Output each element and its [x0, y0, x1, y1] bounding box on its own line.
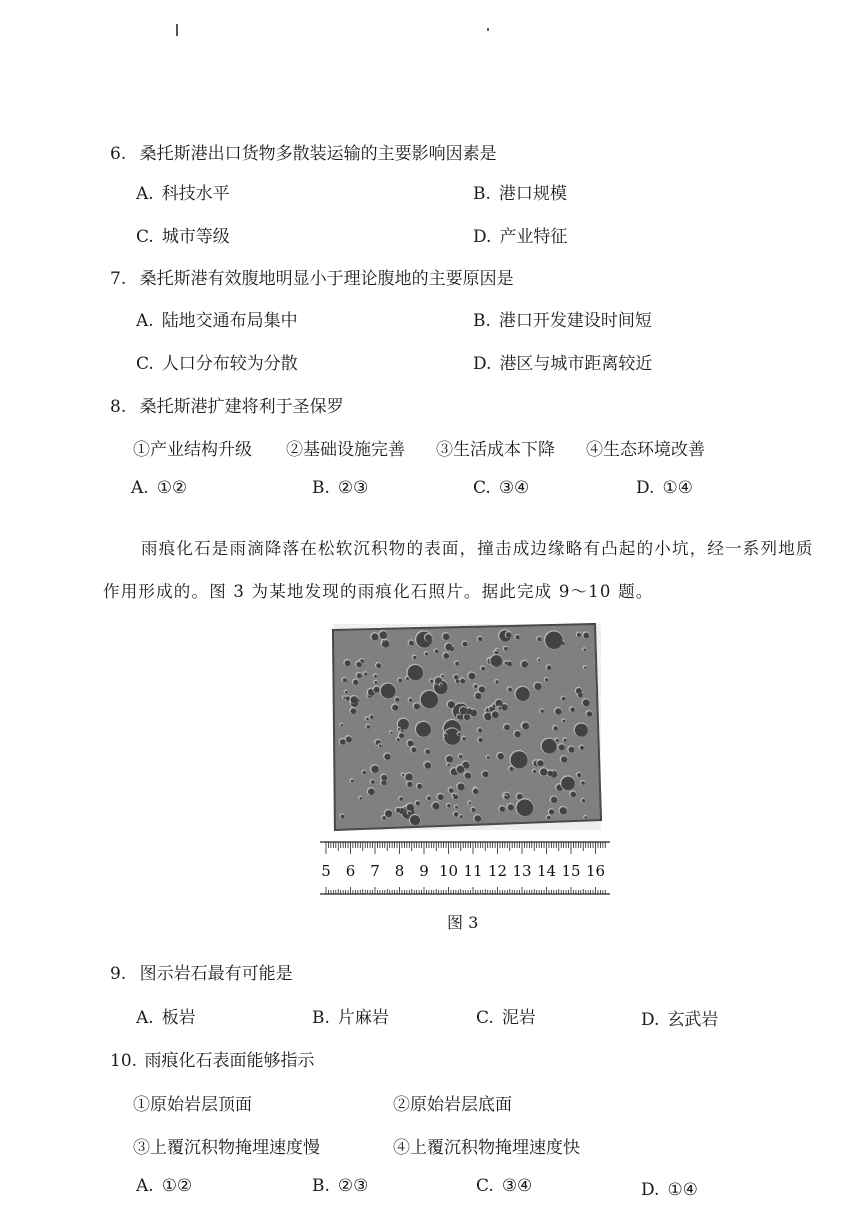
pit	[511, 751, 528, 768]
pit	[366, 725, 370, 729]
pit	[497, 753, 504, 760]
intro-line-1: 雨痕化石是雨滴降落在松软沉积物的表面，撞击成边缘略有凸起的小坑，经一系列地质	[141, 539, 814, 558]
pit	[353, 680, 358, 685]
q9-option-a[interactable]: A. 板岩	[136, 1008, 196, 1028]
pit	[462, 737, 466, 741]
pit	[547, 816, 550, 819]
pit	[366, 717, 369, 720]
q9-option-d[interactable]: D. 玄武岩	[641, 1010, 719, 1030]
pit	[460, 707, 467, 714]
scan-mark	[176, 24, 178, 36]
pit	[405, 773, 412, 780]
pit	[537, 760, 543, 766]
pit	[395, 698, 399, 702]
pit	[409, 698, 412, 701]
q8-statement-3: ③生活成本下降	[436, 440, 555, 460]
question-text: 桑托斯港有效腹地明显小于理论腹地的主要原因是	[139, 269, 514, 289]
question-number: 6.	[110, 144, 127, 164]
pit	[340, 739, 346, 745]
ruler-label: 16	[585, 862, 606, 880]
pit	[407, 782, 412, 787]
pit	[438, 794, 444, 800]
ruler-label: 8	[394, 862, 405, 880]
pit	[371, 765, 378, 772]
pit	[508, 804, 514, 810]
pit	[459, 755, 462, 758]
pit	[460, 679, 465, 684]
pit	[443, 633, 450, 640]
pit	[569, 747, 575, 753]
pit	[374, 675, 377, 678]
pit	[500, 806, 506, 812]
pit	[561, 777, 575, 791]
pit	[380, 631, 388, 639]
pit	[561, 756, 567, 762]
pit	[408, 812, 411, 815]
pit	[455, 806, 458, 809]
q7-option-d[interactable]: D. 港区与城市距离较近	[473, 354, 653, 374]
pit	[454, 675, 459, 680]
pit	[425, 749, 430, 754]
q8-option-d[interactable]: D. ①④	[636, 478, 693, 498]
pit	[416, 722, 431, 737]
pit	[538, 659, 540, 661]
pit	[356, 662, 361, 667]
pit	[521, 661, 528, 668]
pit	[459, 815, 462, 818]
question-number: 8.	[110, 397, 127, 417]
pit	[492, 711, 499, 718]
pit	[551, 797, 557, 803]
pit	[382, 640, 385, 643]
pit	[425, 652, 428, 655]
pit	[427, 796, 431, 800]
pit	[381, 775, 387, 781]
question-7-stem	[110, 264, 514, 289]
pit	[385, 810, 392, 817]
pit	[495, 680, 498, 683]
pit	[563, 739, 566, 742]
ruler-label: 11	[463, 862, 483, 880]
pit	[445, 643, 452, 650]
intro-line-2: 作用形成的。图 3 为某地发现的雨痕化石照片。据此完成 9～10 题。	[103, 582, 654, 601]
pit	[542, 739, 557, 754]
pit	[362, 771, 366, 775]
pit	[487, 756, 490, 759]
pit	[478, 728, 482, 732]
ruler-label: 13	[512, 862, 532, 880]
pit	[555, 739, 558, 742]
q8-option-b[interactable]: B. ②③	[312, 478, 369, 498]
pit	[364, 672, 367, 675]
q8-option-a[interactable]: A. ①②	[131, 478, 188, 498]
pit	[516, 635, 520, 639]
q7-option-a[interactable]: A. 陆地交通布局集中	[136, 311, 298, 331]
pit	[449, 788, 454, 793]
pit	[570, 707, 575, 712]
pit	[458, 733, 461, 736]
question-number: 7.	[110, 269, 127, 289]
pit	[583, 633, 589, 639]
pit	[381, 684, 396, 699]
q10-option-c[interactable]: C. ③④	[476, 1176, 533, 1196]
pit	[545, 632, 562, 649]
pit	[384, 754, 390, 760]
pit	[555, 708, 562, 715]
pit	[581, 781, 585, 785]
pit	[584, 816, 587, 819]
question-number: 9.	[110, 964, 127, 984]
pit	[441, 675, 444, 678]
question-10-stem	[110, 1046, 314, 1071]
pit	[398, 728, 400, 730]
pit	[457, 766, 465, 774]
pit	[390, 731, 393, 734]
pit	[478, 637, 482, 641]
pit	[584, 666, 586, 668]
q9-option-c[interactable]: C. 泥岩	[476, 1008, 536, 1028]
pit	[407, 804, 414, 811]
pit	[430, 679, 433, 682]
pit	[447, 804, 450, 807]
q8-statement-1: ①产业结构升级	[133, 440, 252, 460]
pit	[351, 779, 354, 782]
q8-option-c[interactable]: C. ③④	[473, 478, 530, 498]
question-6-stem	[110, 139, 497, 164]
pit	[359, 797, 362, 800]
pit	[346, 696, 350, 700]
ruler-label: 15	[561, 862, 581, 880]
pit	[435, 650, 439, 654]
pit	[414, 703, 420, 709]
q6-option-b[interactable]: B. 港口规模	[473, 184, 567, 204]
pit	[481, 667, 485, 671]
pit	[410, 815, 420, 825]
question-text: 桑托斯港扩建将利于圣保罗	[139, 397, 344, 417]
pit	[357, 673, 362, 678]
q9-option-b[interactable]: B. 片麻岩	[312, 1008, 389, 1028]
pit	[409, 641, 414, 646]
pit	[509, 767, 513, 771]
q10-option-b[interactable]: B. ②③	[312, 1176, 369, 1196]
pit	[371, 780, 375, 784]
q10-option-d[interactable]: D. ①④	[641, 1180, 698, 1200]
pit	[421, 691, 438, 708]
pit	[560, 807, 567, 814]
q6-option-c[interactable]: C. 城市等级	[136, 227, 230, 247]
pit	[399, 733, 404, 738]
pit	[508, 687, 512, 691]
pit	[374, 681, 377, 684]
pit	[545, 678, 548, 681]
ruler-label: 6	[345, 862, 356, 880]
pit	[376, 663, 381, 668]
q10-statement-3: ③上覆沉积物掩埋速度慢	[133, 1138, 320, 1158]
pit	[517, 799, 534, 816]
pit	[522, 723, 529, 730]
pit	[553, 726, 558, 731]
pit	[343, 678, 347, 682]
pit	[464, 714, 470, 720]
ruler-label: 10	[438, 862, 459, 880]
pit	[402, 774, 404, 776]
pit	[559, 744, 565, 750]
pit	[533, 770, 536, 773]
pit	[575, 724, 588, 737]
question-text: 桑托斯港出口货物多散装运输的主要影响因素是	[139, 144, 497, 164]
pit	[474, 685, 478, 689]
pit	[457, 715, 460, 718]
pit	[580, 746, 584, 750]
pit	[351, 696, 358, 703]
q10-statement-4: ④上覆沉积物掩埋速度快	[393, 1138, 580, 1158]
pit	[468, 673, 475, 680]
pit	[583, 649, 586, 652]
pit	[341, 815, 345, 819]
pit	[505, 662, 508, 665]
pit	[416, 801, 420, 805]
pit	[425, 634, 432, 641]
q7-option-c[interactable]: C. 人口分布较为分散	[136, 354, 298, 374]
pit	[351, 708, 357, 714]
pit	[474, 815, 481, 822]
pit	[425, 762, 432, 769]
pit	[447, 763, 450, 766]
pit	[345, 691, 348, 694]
figure-caption: 图 3	[447, 913, 479, 932]
pit	[411, 747, 416, 752]
pit	[368, 788, 375, 795]
q10-statement-1: ①原始岩层顶面	[133, 1095, 252, 1115]
scan-mark	[487, 28, 489, 31]
pit	[473, 789, 478, 794]
pit	[534, 683, 541, 690]
pit	[379, 744, 382, 747]
pit	[370, 715, 373, 718]
pit	[345, 660, 351, 666]
pit	[399, 797, 403, 801]
pit	[454, 812, 459, 817]
pit	[504, 795, 507, 798]
pit	[514, 731, 520, 737]
question-number: 10.	[110, 1051, 138, 1071]
pit	[548, 771, 553, 776]
pit	[453, 794, 456, 797]
pit	[343, 697, 346, 700]
pit	[448, 701, 455, 708]
pit	[540, 768, 547, 775]
pit	[562, 697, 566, 701]
pit	[570, 792, 576, 798]
pit	[465, 772, 471, 778]
pit	[346, 736, 352, 742]
pit	[440, 684, 442, 686]
ruler-label: 7	[370, 862, 380, 880]
q10-option-a[interactable]: A. ①②	[136, 1176, 193, 1196]
pit	[408, 740, 414, 746]
pit	[456, 679, 460, 683]
pit	[392, 705, 398, 711]
pit	[478, 738, 482, 742]
ruler-label: 5	[321, 862, 331, 880]
q7-option-b[interactable]: B. 港口开发建设时间短	[473, 311, 652, 331]
pit	[540, 709, 543, 712]
pit	[482, 771, 488, 777]
pit	[506, 632, 512, 638]
ruler-label: 14	[536, 862, 557, 880]
pit	[582, 799, 585, 802]
pit	[408, 665, 423, 680]
question-text: 雨痕化石表面能够指示	[144, 1051, 315, 1071]
q10-statement-2: ②原始岩层底面	[393, 1095, 512, 1115]
pit	[469, 802, 471, 804]
pit	[491, 655, 503, 667]
pit	[446, 756, 453, 763]
pit	[562, 720, 565, 723]
pit	[443, 653, 449, 659]
pit	[587, 711, 592, 716]
pit	[479, 686, 485, 692]
ruler-label: 12	[487, 862, 508, 880]
pit	[498, 707, 501, 710]
pit	[417, 784, 422, 789]
pit	[504, 647, 508, 651]
q8-statement-4: ④生态环境改善	[586, 440, 705, 460]
ruler	[320, 840, 610, 898]
pit	[455, 662, 459, 666]
pit	[374, 687, 380, 693]
pit	[413, 656, 416, 659]
question-8-stem	[110, 392, 344, 417]
pit	[444, 734, 447, 737]
pit	[457, 783, 464, 790]
pit	[537, 637, 541, 641]
pit	[576, 688, 582, 694]
pit	[583, 699, 590, 706]
ruler-label: 9	[419, 862, 429, 880]
pit	[340, 724, 342, 726]
q6-option-d[interactable]: D. 产业特征	[473, 227, 568, 247]
q6-option-a[interactable]: A. 科技水平	[136, 184, 230, 204]
pit	[471, 808, 475, 812]
question-9-stem	[110, 959, 293, 984]
pit	[396, 808, 400, 812]
pit	[475, 693, 481, 699]
pit	[516, 687, 530, 701]
pit	[547, 665, 552, 670]
pit	[549, 809, 554, 814]
pit	[371, 633, 378, 640]
pit	[397, 738, 400, 741]
pit	[577, 633, 581, 637]
pit	[504, 724, 510, 730]
question-text: 图示岩石最有可能是	[139, 964, 293, 984]
pit	[463, 642, 468, 647]
rain-print-fossil-photo	[327, 620, 603, 834]
pit	[577, 773, 581, 777]
pit	[398, 678, 402, 682]
q8-statement-2: ②基础设施完善	[286, 440, 405, 460]
pit	[432, 802, 439, 809]
